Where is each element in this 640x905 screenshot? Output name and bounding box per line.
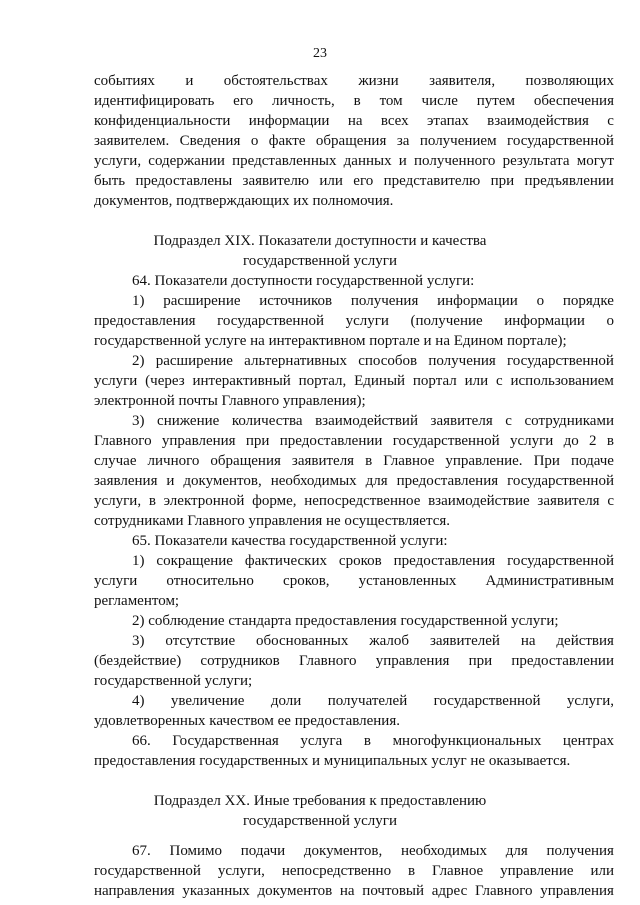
text-line: быть предоставлены заявителю или его представителю при предъявлении: [94, 173, 614, 189]
text-line: услуги, содержании представленных данных и полученного результата могут: [94, 153, 614, 169]
text-line: 3) отсутствие обоснованных жалоб заявителей на действия: [132, 633, 614, 649]
text-line: государственной услуге на интерактивном портале и на Едином портале);: [94, 333, 567, 349]
text-line: электронной почты Главного управления);: [94, 393, 366, 409]
text-line: 2) расширение альтернативных способов получения государственной: [132, 353, 614, 369]
text-line: конфиденциальности информации на всех этапах взаимодействия с: [94, 113, 614, 129]
text-line: 66. Государственная услуга в многофункциональных центрах: [132, 733, 614, 749]
clause-title: 64. Показатели доступности государственной услуги:: [132, 273, 475, 289]
text-line: предоставления государственных и муниципальных услуг не оказывается.: [94, 753, 571, 769]
text-line: 67. Помимо подачи документов, необходимых для получения: [132, 843, 614, 859]
text-line: 2) соблюдение стандарта предоставления государственной услуги;: [132, 613, 559, 629]
text-line: государственной услуги;: [94, 673, 253, 689]
text-line: 3) снижение количества взаимодействий заявителя с сотрудниками: [132, 413, 614, 429]
subsection-heading: государственной услуги: [243, 253, 397, 269]
text-line: Главного управления при предоставлении государственной услуги до 2 в: [94, 433, 614, 449]
text-line: (бездействие) сотрудников Главного управления при предоставлении: [94, 653, 614, 669]
text-line: идентифицировать его личность, в том числе путем обеспечения: [94, 93, 614, 109]
subsection-heading: Подраздел XIX. Показатели доступности и качества: [153, 233, 487, 249]
text-line: услуги, в электронной форме, непосредственное взаимодействие заявителя с: [94, 493, 614, 509]
text-line: заявителем. Сведения о факте обращения за получением государственной: [94, 133, 614, 149]
text-line: случае личного обращения заявителя в Главное управление. При подаче: [94, 453, 614, 469]
text-line: направления указанных документов на почтовый адрес Главного управления: [94, 883, 614, 899]
text-line: заявления и документов, необходимых для предоставления государственной: [94, 473, 614, 489]
text-line: услуги относительно сроков, установленных Административным: [94, 573, 614, 589]
text-line: 1) расширение источников получения информации о порядке: [132, 293, 614, 309]
text-line: 1) сокращение фактических сроков предоставления государственной: [132, 553, 614, 569]
text-line: событиях и обстоятельствах жизни заявителя, позволяющих: [94, 73, 614, 89]
subsection-heading: государственной услуги: [243, 813, 397, 829]
text-line: государственной услуги, непосредственно в Главное управление или: [94, 863, 614, 879]
text-line: удовлетворенных качеством ее предоставления.: [94, 713, 400, 729]
text-line: предоставления государственной услуги (получение информации о: [94, 313, 614, 329]
text-line: регламентом;: [94, 593, 180, 609]
text-line: услуги (через интерактивный портал, Единый портал или с использованием: [94, 373, 614, 389]
text-line: 4) увеличение доли получателей государственной услуги,: [132, 693, 614, 709]
subsection-heading: Подраздел XX. Иные требования к предоставлению: [153, 793, 487, 809]
text-line: сотрудниками Главного управления не осуществляется.: [94, 513, 451, 529]
clause-title: 65. Показатели качества государственной услуги:: [132, 533, 448, 549]
text-line: документов, подтверждающих их полномочия.: [94, 193, 394, 209]
page-number: 23: [313, 46, 327, 61]
